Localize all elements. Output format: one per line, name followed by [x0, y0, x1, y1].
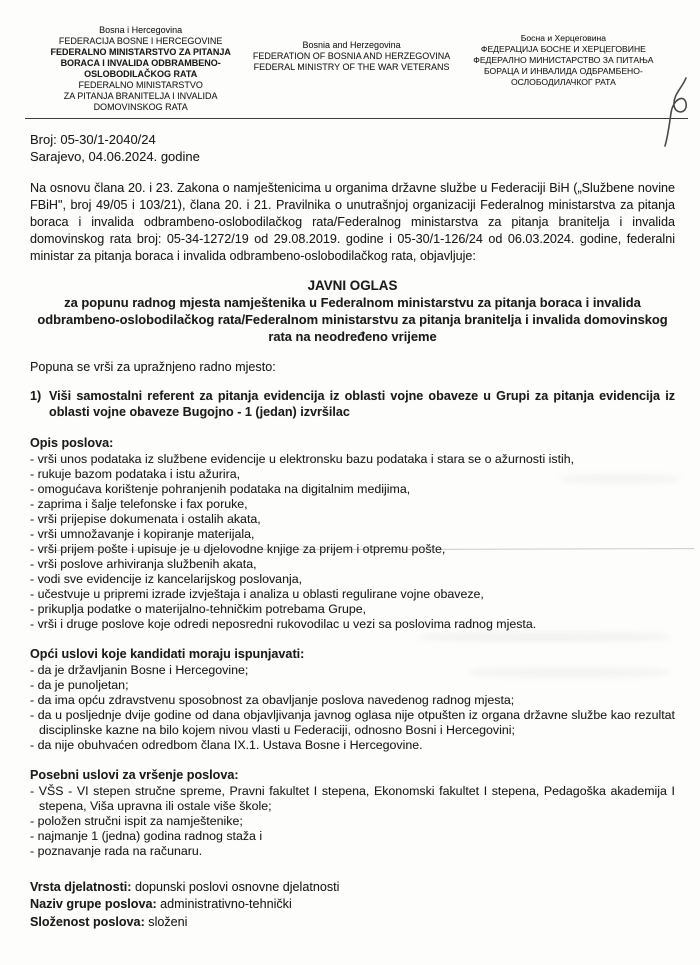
list-item: - vrši prijem pošte i upisuje je u djelovodne knjige za prijem i otpremu pošte, [30, 541, 446, 556]
list-item: - položen stručni ispit za namještenike; [30, 813, 243, 828]
list-item: - vrši umnožavanje i kopiranje materijala, [30, 526, 255, 541]
vacancy-lead: Popuna se vrši za upražnjeno radno mjesto: [30, 360, 276, 374]
letterhead-line: Bosnia and Herzegovina [302, 40, 401, 50]
intro-paragraph: Na osnovu člana 20. i 23. Zakona o namještenicima u organima državne službe u Federaciji BiH („Službene novine FBiH", broj 49/05 i 103/21), člana 20. i 21. Pravilnika o unutrašnjoj organizaciji Federalnog ministarstva za pitanja boraca i invalida odbrambeno-oslobodilačkog rata/Federalnog ministarstva za pitanja branitelja i invalida domovinskog rata broj: 05-34-1272/19 od 29.08.2019. godine i 05-30/1-126/24 od 06.03.2024. godine, federalni ministar za pitanja boraca i invalida odbrambeno-oslobodilačkog rata, objavljuje: [30, 181, 675, 263]
section-duties [30, 435, 675, 632]
letterhead-line: BORACA I INVALIDA ODBRAMBENO- [60, 58, 221, 68]
handwritten-pen-mark [662, 76, 696, 148]
list-item: - vrši poslove arhiviranja službenih akata, [30, 556, 257, 571]
list-item: - učestvuje u pripremi izrade izvještaja i analiza u oblasti regulirane vojne obaveze, [30, 586, 484, 601]
job-details [30, 879, 675, 932]
list-item: - vrši prijepise dokumenata i ostalih akata, [30, 511, 261, 526]
vacancy-item [30, 388, 675, 421]
letterhead-line: Босна и Херцеговина [520, 33, 607, 43]
list-item: - da ima opću zdravstvenu sposobnost za obavljanje poslova navedenog radnog mjesta; [30, 692, 515, 707]
detail-label: Vrsta djelatnosti: [30, 879, 132, 894]
detail-value: administrativno-tehnički [160, 897, 292, 912]
detail-value: dopunski poslovi osnovne djelatnosti [134, 879, 340, 894]
scan-artifact [470, 668, 670, 677]
letterhead-line: ОСЛОБОДИЛАЧКОГ РАТА [510, 77, 616, 87]
list-item: - vrši unos podataka iz službene evidencije u elektronsku bazu podataka i stara se o ažurnosti istih, [30, 451, 575, 466]
letterhead-line: FEDERALNO MINISTARSTVO [78, 80, 203, 90]
letterhead-line: FEDERALNO MINISTARSTVO ZA PITANJA [50, 47, 231, 57]
list-item: - vodi sve evidencije iz kancelarijskog poslovanja, [30, 571, 303, 586]
letterhead-cyrillic [452, 33, 675, 113]
scan-artifact [420, 632, 670, 642]
section-special-conditions [30, 767, 675, 859]
detail-label: Naziv grupe poslova: [30, 897, 157, 912]
list-item: - rukuje bazom podataka i istu ažurira, [30, 466, 241, 481]
letterhead-line: ФЕДЕРАЛНО МИНИСТАРСТВО ЗА ПИТАЊА [473, 55, 654, 65]
list-item: - da nije obuhvaćen odredbom člana IX.1. Ustava Bosne i Hercegovine. [30, 737, 423, 752]
letterhead-english [251, 40, 452, 113]
list-item: - prikuplja podatke o materijalno-tehničkim potrebama Grupe, [30, 601, 367, 616]
letterhead [30, 25, 675, 113]
letterhead-line: OSLOBODILAČKOG RATA [84, 69, 198, 79]
detail-row [30, 879, 675, 897]
detail-label: Složenost poslova: [30, 914, 145, 929]
notice-subtitle: za popunu radnog mjesta namještenika u Federalnom ministarstvu za pitanja boraca i invalida odbrambeno-oslobodilačkog rata/Federalnom ministarstvu za pitanja branitelja i invalida domovinskog rata na neodređeno vrijeme [37, 295, 668, 344]
letterhead-line: FEDERACIJA BOSNE I HERCEGOVINE [58, 36, 223, 46]
list-item: - da je punoljetan; [30, 677, 129, 692]
list-item: - omogućava korištenje pohranjenih podataka na digitalnim medijima, [30, 481, 411, 496]
document-place-date: Sarajevo, 04.06.2024. godine [30, 148, 200, 164]
vacancy-number: 1) [30, 388, 42, 403]
detail-value: složeni [148, 914, 188, 929]
detail-row [30, 896, 675, 914]
section-general-conditions [30, 646, 675, 753]
section-heading: Opis poslova: [30, 435, 114, 450]
vacancy-title: Viši samostalni referent za pitanja evidencija iz oblasti vojne obaveze u Grupi za pitanja evidencija iz oblasti vojne obaveze Bugojno - 1 (jedan) izvršilac [49, 388, 675, 420]
notice-title-block [30, 277, 675, 345]
section-heading: Posebni uslovi za vršenje poslova: [30, 767, 239, 782]
header-divider [25, 118, 688, 119]
list-item: - najmanje 1 (jedna) godina radnog staža i [30, 828, 263, 843]
scan-artifact [560, 475, 680, 483]
document-meta [30, 132, 675, 165]
letterhead-line: Bosna i Hercegovina [99, 25, 183, 35]
document-number: Broj: 05-30/1-2040/24 [30, 132, 156, 147]
list-item: - da u posljednje dvije godine od dana objavljivanja javnog oglasa nije otpušten iz organa državne službe kao rezultat disciplinske kazne na bilo kojem nivou vlasti u Federaciji, odnosno Bosni i Hercegovini; [30, 707, 675, 737]
letterhead-line: ФЕДЕРАЦИЈА БОСНЕ И ХЕРЦЕГОВИНЕ [480, 44, 646, 54]
letterhead-line: FEDERAL MINISTRY OF THE WAR VETERANS [253, 62, 450, 72]
list-item: - vrši i druge poslove koje odredi neposredni rukovodilac u vezi sa poslovima radnog mjesta. [30, 616, 537, 631]
letterhead-line: DOMOVINSKOG RATA [93, 102, 188, 112]
letterhead-line: БОРАЦА И ИНВАЛИДА ОДБРАМБЕНО- [484, 66, 643, 76]
list-item: - poznavanje rada na računaru. [30, 843, 203, 858]
section-heading: Opći uslovi koje kandidati moraju ispunjavati: [30, 646, 305, 661]
list-item: - VŠS - VI stepen stručne spreme, Pravni fakultet I stepena, Ekonomski fakultet I stepena, Pedagoška akademija I stepena, Viša upravna ili ostale više škole; [30, 783, 675, 813]
list-item: - zaprima i šalje telefonske i fax poruke, [30, 496, 248, 511]
letterhead-bosnian [30, 25, 251, 113]
notice-heading: JAVNI OGLAS [307, 278, 398, 293]
letterhead-line: ZA PITANJA BRANITELJA I INVALIDA [63, 91, 218, 101]
letterhead-line: FEDERATION OF BOSNIA AND HERZEGOVINA [252, 51, 451, 61]
list-item: - da je državljanin Bosne i Hercegovine; [30, 662, 249, 677]
detail-row [30, 914, 675, 932]
